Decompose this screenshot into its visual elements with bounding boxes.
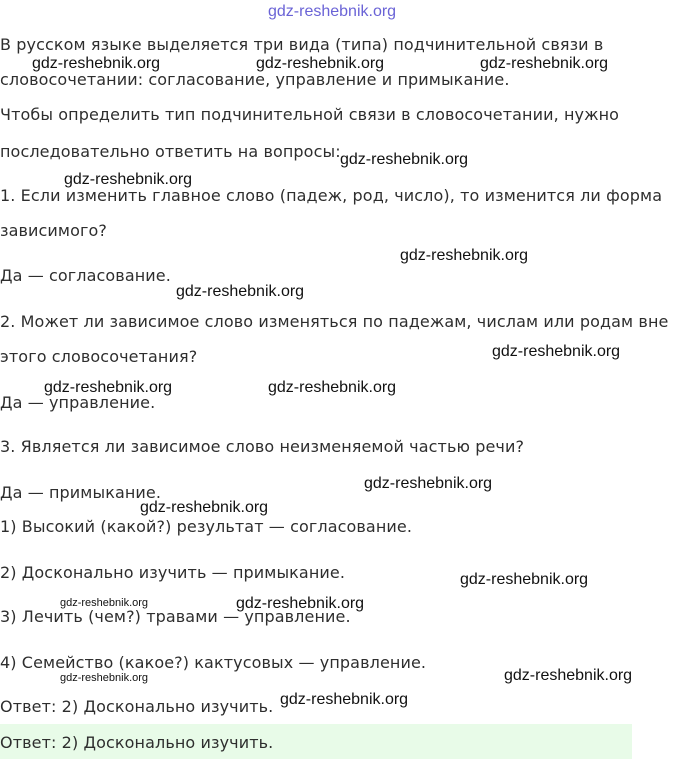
answer-box <box>0 724 632 759</box>
watermark: gdz-reshebnik.org <box>504 667 633 684</box>
text-line-12: Да — примыкание. <box>0 483 162 502</box>
text-line-17: Ответ: 2) Досконально изучить. <box>0 697 274 716</box>
watermark: gdz-reshebnik.org <box>340 151 469 168</box>
watermark: gdz-reshebnik.org <box>492 343 621 360</box>
text-line-11: 3. Является ли зависимое слово неизменяемой частью речи? <box>0 437 525 456</box>
watermark-small: gdz-reshebnik.org <box>60 672 149 684</box>
text-line-13: 1) Высокий (какой?) результат — согласование. <box>0 517 413 536</box>
watermark: gdz-reshebnik.org <box>364 475 493 492</box>
text-line-3: Чтобы определить тип подчинительной связи в словосочетании, нужно <box>0 105 620 124</box>
header-watermark: gdz-reshebnik.org <box>268 3 397 20</box>
watermark-small: gdz-reshebnik.org <box>60 597 149 609</box>
text-line-2: словосочетании: согласование, управление и примыкание. <box>0 70 510 89</box>
watermark: gdz-reshebnik.org <box>480 55 609 72</box>
text-line-7: Да — согласование. <box>0 266 171 285</box>
text-line-6: зависимого? <box>0 221 107 240</box>
text-line-14: 2) Досконально изучить — примыкание. <box>0 563 346 582</box>
text-line-4: последовательно ответить на вопросы: <box>0 142 341 161</box>
watermark: gdz-reshebnik.org <box>268 379 397 396</box>
watermark: gdz-reshebnik.org <box>460 571 589 588</box>
text-line-5: 1. Если изменить главное слово (падеж, род, число), то изменится ли форма <box>0 186 663 205</box>
watermark: gdz-reshebnik.org <box>400 247 529 264</box>
answer-text: Ответ: 2) Досконально изучить. <box>0 733 274 752</box>
watermark: gdz-reshebnik.org <box>140 499 269 516</box>
watermark: gdz-reshebnik.org <box>236 595 365 612</box>
watermark: gdz-reshebnik.org <box>256 55 385 72</box>
watermark: gdz-reshebnik.org <box>280 691 409 708</box>
text-line-1: В русском языке выделяется три вида (типа) подчинительной связи в <box>0 35 604 54</box>
text-line-16: 4) Семейство (какое?) кактусовых — управление. <box>0 653 427 672</box>
watermark: gdz-reshebnik.org <box>32 55 161 72</box>
watermark: gdz-reshebnik.org <box>176 283 305 300</box>
text-line-9: этого словосочетания? <box>0 347 198 366</box>
text-line-15: 3) Лечить (чем?) травами — управление. <box>0 607 351 626</box>
text-line-10: Да — управление. <box>0 393 156 412</box>
watermark: gdz-reshebnik.org <box>44 379 173 396</box>
watermark: gdz-reshebnik.org <box>64 171 193 188</box>
text-line-8: 2. Может ли зависимое слово изменяться по падежам, числам или родам вне <box>0 312 669 331</box>
